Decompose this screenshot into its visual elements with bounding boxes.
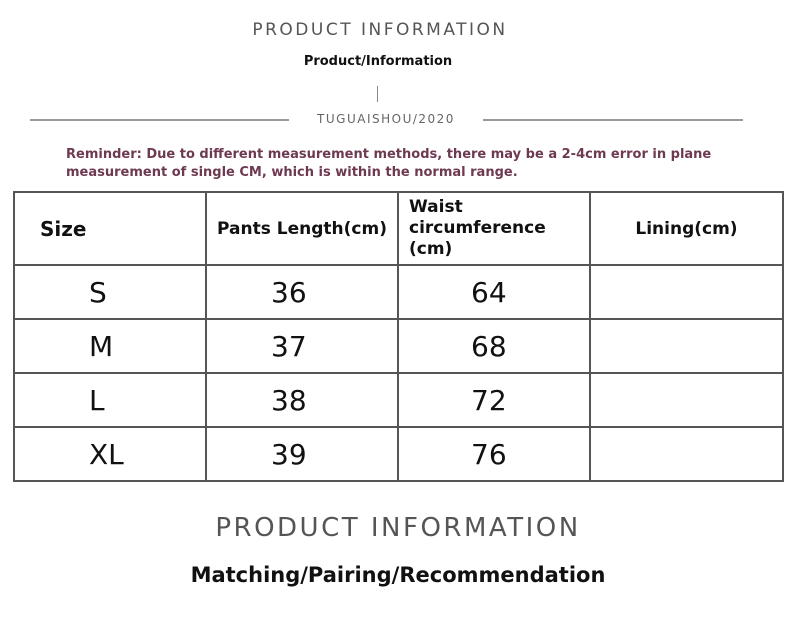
footer-title: PRODUCT INFORMATION xyxy=(215,513,581,543)
cell-lining xyxy=(590,265,783,319)
table-row xyxy=(14,373,783,427)
rule-left xyxy=(30,119,289,121)
cell-length: 36 xyxy=(206,265,398,319)
cell-waist: 64 xyxy=(398,265,590,319)
reminder-note xyxy=(66,146,756,182)
cell-length: 38 xyxy=(206,373,398,427)
header-pants-length: Pants Length(cm) xyxy=(206,192,398,265)
header-waist-line-2: circumference (cm) xyxy=(409,218,546,259)
brand-label: TUGUAISHOU/2020 xyxy=(317,112,455,126)
cell-length: 39 xyxy=(206,427,398,481)
header-subtitle: Product/Information xyxy=(303,54,453,69)
cell-waist: 76 xyxy=(398,427,590,481)
size-chart-table xyxy=(13,191,784,482)
rule-right xyxy=(483,119,743,121)
header-size: Size xyxy=(14,192,206,265)
cell-size: L xyxy=(14,373,206,427)
cell-size: M xyxy=(14,319,206,373)
table-row xyxy=(14,319,783,373)
cell-lining xyxy=(590,373,783,427)
header-title: PRODUCT INFORMATION xyxy=(252,20,508,40)
table-header-row xyxy=(14,192,783,265)
header-waist xyxy=(398,192,590,265)
header-divider-bar xyxy=(377,86,378,102)
cell-waist: 68 xyxy=(398,319,590,373)
table-row xyxy=(14,265,783,319)
header-lining: Lining(cm) xyxy=(590,192,783,265)
cell-length: 37 xyxy=(206,319,398,373)
table-row xyxy=(14,427,783,481)
reminder-line-2: measurement of single CM, which is within the normal range. xyxy=(66,165,518,180)
cell-lining xyxy=(590,319,783,373)
cell-lining xyxy=(590,427,783,481)
reminder-line-1: Reminder: Due to different measurement methods, there may be a 2-4cm error in plane xyxy=(66,147,712,162)
cell-waist: 72 xyxy=(398,373,590,427)
cell-size: S xyxy=(14,265,206,319)
header-waist-line-1: Waist xyxy=(409,197,463,217)
cell-size: XL xyxy=(14,427,206,481)
footer-subtitle: Matching/Pairing/Recommendation xyxy=(190,563,606,587)
